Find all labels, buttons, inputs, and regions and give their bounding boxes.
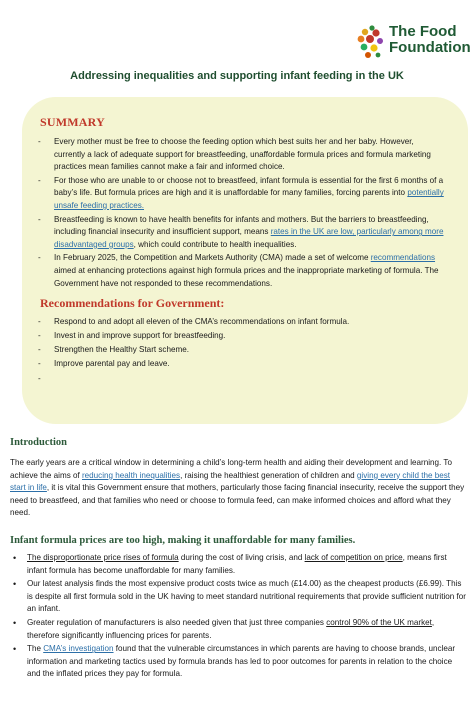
text-run: , means first infant formula has become unaffordable for many families. [27,553,447,575]
prices-item [10,617,466,642]
recommendation-item: - Invest in and improve support for breastfeeding. [38,330,446,343]
document-title: Addressing inequalities and supporting infant feeding in the UK [70,70,404,82]
text-run: Our latest analysis finds the most expensive product costs twice as much (£14.00) as the cheapest products (£6.99). This is despite all first formula sold in the UK having to meet standard nutritional requirements that provide sufficient nutrition for an infant. [27,579,466,614]
inline-link[interactable]: rates in the UK are low, particularly among more disadvantaged groups [54,227,444,249]
recommendation-item: - Respond to and adopt all eleven of the CMA’s recommendations on infant formula. [38,316,446,329]
introduction-heading: Introduction [10,437,67,448]
text-run: The early years are a critical window in determining a child’s long-term health and aiding their development and learning. To achieve the aims of [10,458,452,480]
prices-list [10,552,466,681]
summary-item [38,175,446,213]
inline-link[interactable]: reducing health inequalities [81,470,181,480]
text-run: Every mother must be free to choose the feeding option which best suits her and her baby. However, currently a lack of adequate support for breastfeeding, unaffordable formula prices and formula marketing practices mean families cannot make a fair and informed choice. [54,137,431,172]
inline-link[interactable]: giving every child the best start in life [10,470,451,493]
inline-link[interactable]: potentially unsafe feeding practices. [54,188,444,210]
food-foundation-logo [356,20,471,64]
text-run: found that the vulnerable circumstances in which parents are having to choose brands, unclear information and marketing tactics used by formula brands has led to poor outcomes for parents in relation to the choice and the inflated prices they pay for formula. [27,644,456,679]
text-run: , raising the healthiest generation of children and [180,470,357,480]
prices-item [10,643,466,681]
recommendation-item [38,373,446,385]
summary-item [38,136,446,174]
summary-heading: SUMMARY [40,115,105,129]
summary-item [38,252,446,290]
text-run: The [27,644,44,654]
prices-heading: Infant formula prices are too high, making it unaffordable for many families. [10,535,356,546]
text-run: , it is vital this Government ensure that mothers, particularly those facing financial insecurity, receive the support they need to breastfeed, and that families who need or choose to formula feed, can make informed choices and afford what they need. [10,483,465,518]
prices-section [10,535,466,682]
fruit-cluster-logo-icon [356,24,386,60]
recommendation-item: - Strengthen the Healthy Start scheme. [38,344,446,357]
inline-link[interactable]: CMA’s investigation [43,644,114,654]
recommendation-item: - Improve parental pay and leave. [38,358,446,371]
introduction-paragraph [10,457,466,520]
summary-box [22,97,468,424]
summary-item [38,214,446,252]
text-run: , which could contribute to health inequalities. [133,239,297,249]
logo-wordmark: The Food Foundation [389,23,471,56]
underlined-text: lack of competition on price [304,553,403,562]
recommendations-list [38,316,446,384]
introduction-section [10,437,466,520]
inline-link[interactable]: recommendations [370,253,436,263]
prices-item [10,552,466,577]
text-run: For those who are unable to or choose not to breastfeed, infant formula is essential for the first 6 months of a baby’s life. But formula prices are high and it is unaffordable for many families, forcing parents into [54,175,444,198]
text-run: during the cost of living crisis, and [178,553,305,562]
recommendations-heading: Recommendations for Government: [40,296,225,311]
text-run: In February 2025, the Competition and Markets Authority (CMA) made a set of welcome [54,253,371,263]
text-run: Breastfeeding is known to have health benefits for infants and mothers. But the barriers to breastfeeding, including financial insecurity and insufficient support, means [54,214,429,237]
text-run: aimed at enhancing protections against high formula prices and the inappropriate marketing of formula. The Government have not responded to these recommendations. [54,265,439,288]
prices-item [10,578,466,616]
underlined-text: The disproportionate price rises of formula [27,553,179,562]
underlined-text: control 90% of the UK market [326,617,432,627]
text-run: , therefore significantly influencing prices for parents. [27,617,435,640]
summary-list [38,136,446,290]
text-run: Greater regulation of manufacturers is also needed given that just three companies [27,617,327,627]
